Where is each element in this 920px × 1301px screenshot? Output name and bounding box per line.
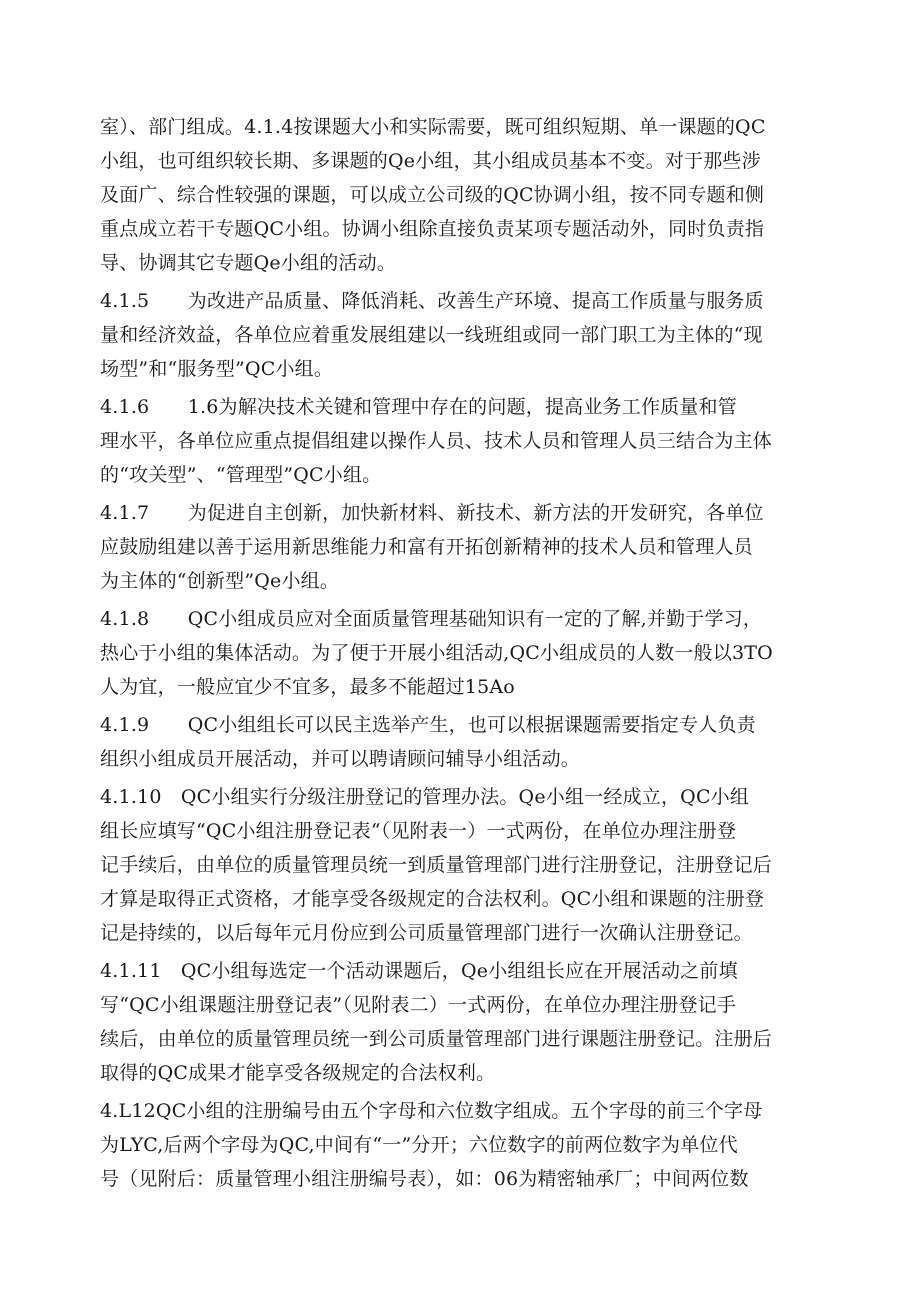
- text-line: 小组，也可组织较长期、多课题的Qe小组，其小组成员基本不变。对于那些涉: [100, 150, 761, 172]
- text-line: 续后，由单位的质量管理员统一到公司质量管理部门进行课题注册登记。注册后: [100, 1028, 773, 1050]
- text-line: 为主体的“创新型”Qe小组。: [100, 570, 340, 592]
- paragraph-4-1-7: 4.1.7 为促进自主创新，加快新材料、新技术、新方法的开发研究，各单位: [100, 502, 764, 524]
- text-line: 场型”和“服务型”QC小组。: [100, 358, 334, 380]
- paragraph-4-1-12: 4.L12QC小组的注册编号由五个字母和六位数字组成。五个字母的前三个字母: [100, 1100, 763, 1122]
- paragraph-4-1-11: 4.1.11 QC小组每选定一个活动课题后，Qe小组组长应在开展活动之前填: [100, 960, 738, 982]
- text-line: 理水平，各单位应重点提倡组建以操作人员、技术人员和管理人员三结合为主体: [100, 430, 773, 452]
- text-line: 应鼓励组建以善于运用新思维能力和富有开拓创新精神的技术人员和管理人员: [100, 536, 753, 558]
- text-line: 及面广、综合性较强的课题，可以成立公司级的QC协调小组，按不同专题和侧: [100, 184, 765, 206]
- text-line: 热心于小组的集体活动。为了便于开展小组活动,QC小组成员的人数一般以3TO: [100, 642, 773, 664]
- text-line: 导、协调其它专题Qe小组的活动。: [100, 252, 397, 274]
- text-line: 组织小组成员开展活动，并可以聘请顾问辅导小组活动。: [100, 748, 581, 770]
- text-line: 记是持续的，以后每年元月份应到公司质量管理部门进行一次确认注册登记。: [100, 922, 753, 944]
- paragraph-4-1-5: 4.1.5 为改进产品质量、降低消耗、改善生产环境、提高工作质量与服务质: [100, 290, 764, 312]
- text-line: 重点成立若干专题QC小组。协调小组除直接负责某项专题活动外，同时负责指: [100, 218, 765, 240]
- paragraph-4-1-6: 4.1.6 1.6为解决技术关键和管理中存在的问题，提高业务工作质量和管: [100, 396, 737, 418]
- text-line: 为LYC,后两个字母为QC,中间有“一”分开；六位数字的前两位数字为单位代: [100, 1134, 738, 1156]
- text-line: 人为宜，一般应宜少不宜多，最多不能超过15Ao: [100, 676, 515, 698]
- text-line: 的“攻关型”、“管理型”QC小组。: [100, 464, 382, 486]
- paragraph-4-1-8: 4.1.8 QC小组成员应对全面质量管理基础知识有一定的了解,并勤于学习，: [100, 608, 763, 630]
- text-line: 写“QC小组课题注册登记表”（见附表二）一式两份，在单位办理注册登记手: [100, 994, 737, 1016]
- text-line: 量和经济效益，各单位应着重发展组建以一线班组或同一部门职工为主体的“现: [100, 324, 763, 346]
- document-body: [100, 110, 826, 1196]
- paragraph-4-1-9: 4.1.9 QC小组组长可以民主选举产生，也可以根据课题需要指定专人负责: [100, 714, 756, 736]
- text-line: 取得的QC成果才能享受各级规定的合法权利。: [100, 1062, 496, 1084]
- paragraph-4-1-10: 4.1.10 QC小组实行分级注册登记的管理办法。Qe小组一经成立，QC小组: [100, 786, 750, 808]
- text-line: 才算是取得正式资格，才能享受各级规定的合法权利。QC小组和课题的注册登: [100, 888, 765, 910]
- text-line: 组长应填写“QC小组注册登记表“（见附表一）一式两份，在单位办理注册登: [100, 820, 737, 842]
- text-line: 号（见附后：质量管理小组注册编号表），如：06为精密轴承厂；中间两位数: [100, 1168, 749, 1190]
- text-line: 记手续后，由单位的质量管理员统一到质量管理部门进行注册登记，注册登记后: [100, 854, 773, 876]
- text-line: 室）、部门组成。4.1.4按课题大小和实际需要，既可组织短期、单一课题的QC: [100, 116, 766, 138]
